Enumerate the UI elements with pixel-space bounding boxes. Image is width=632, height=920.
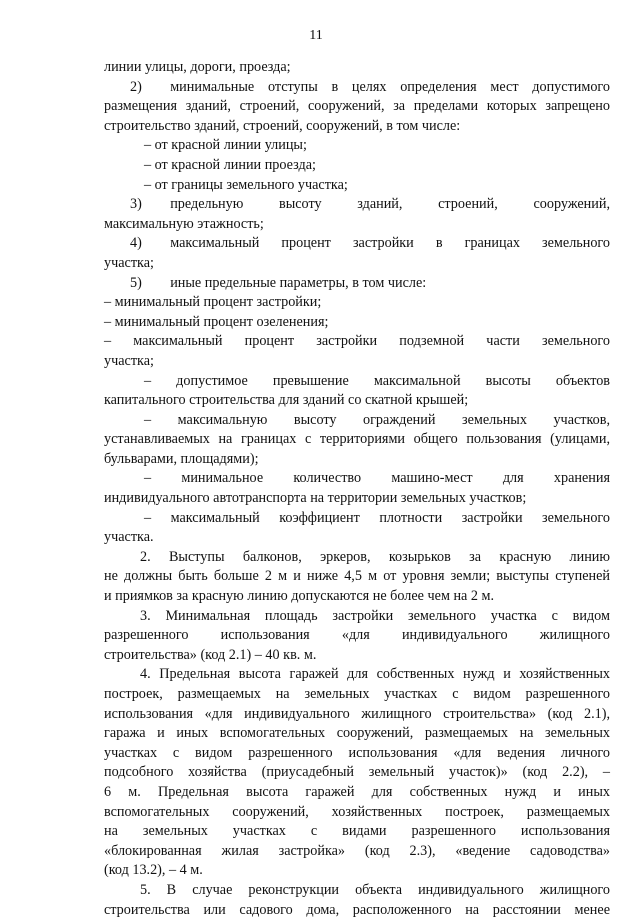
bullet-item: – максимальную высоту ограждений земельных участков, [144,411,610,428]
text-line: устанавливаемых на границах с территориями общего пользования (улицами, [104,431,610,448]
text-line: (код 13.2), – 4 м. [104,862,203,879]
document-text [104,58,610,920]
bullet-item: – максимальный процент застройки подземной части земельного [104,333,610,350]
text-line: строительство зданий, строений, сооружений, в том числе: [104,117,461,134]
text-line: участка; [104,352,154,369]
text-line: вспомогательных сооружений, хозяйственных построек, размещаемых [104,803,610,820]
bullet-item: – максимальный коэффициент плотности застройки земельного [144,509,610,526]
text-line: использования «для индивидуального жилищного строительства» (код 2.1), [104,705,610,722]
paragraph-4: 4. Предельная высота гаражей для собственных нужд и хозяйственных [140,666,610,683]
paragraph-5: 5. В случае реконструкции объекта индивидуального жилищного [140,881,610,898]
paragraph-2: 2. Выступы балконов, эркеров, козырьков за красную линию [140,548,610,565]
text-line: бульварами, площадями); [104,450,259,467]
bullet-item: – допустимое превышение максимальной высоты объектов [144,372,610,389]
text-line: не должны быть больше 2 м и ниже 4,5 м от уровня земли; выступы ступеней [104,568,610,585]
text-line: разрешенного использования «для индивидуального жилищного [104,627,610,644]
paragraph-3: 3. Минимальная площадь застройки земельного участка с видом [140,607,610,624]
list-item-2: 2) минимальные отступы в целях определения мест допустимого [130,78,610,95]
text-line: индивидуального автотранспорта на территории земельных участков; [104,490,527,507]
bullet-item: – от красной линии проезда; [144,156,316,173]
text-line: и приямков за красную линию допускаются не более чем на 2 м. [104,588,495,605]
bullet-item: – минимальное количество машино-мест для хранения [144,470,610,487]
text-line: на земельных участках с видами разрешенного использования [104,823,610,840]
list-item-5: 5) иные предельные параметры, в том числе: [130,274,427,291]
bullet-item: – от границы земельного участка; [144,176,348,193]
bullet-item: – минимальный процент застройки; [104,294,322,311]
text-line: подсобного хозяйства (приусадебный земельный участок)» (код 2.2), – [104,764,610,781]
text-line: «блокированная жилая застройка» (код 2.3), «ведение садоводства» [104,842,610,859]
text-line: строительства или садового дома, расположенного на расстоянии менее [104,901,610,918]
text-line: участка. [104,529,154,546]
text-line: участка; [104,254,154,271]
text-line: размещения зданий, строений, сооружений, за пределами которых запрещено [104,98,610,115]
bullet-item: – от красной линии улицы; [144,137,307,154]
bullet-item: – минимальный процент озеленения; [104,313,329,330]
text-line: максимальную этажность; [104,215,264,232]
text-line: участках с видом разрешенного использования «для ведения личного [104,744,610,761]
text-line: 6 м. Предельная высота гаражей для собственных нужд и иных [104,783,610,800]
text-line: линии улицы, дороги, проезда; [104,59,291,75]
list-item-3: 3) предельную высоту зданий, строений, сооружений, [130,196,610,213]
text-line: строительства» (код 2.1) – 40 кв. м. [104,646,317,663]
text-line: капитального строительства для зданий со скатной крышей; [104,392,469,409]
list-item-4: 4) максимальный процент застройки в границах земельного [130,235,610,252]
page-number: 11 [309,28,323,43]
text-line: построек, размещаемых на земельных участках с видом разрешенного [104,686,610,702]
text-line: гаража и иных вспомогательных сооружений, размещаемых на земельных [104,725,610,742]
